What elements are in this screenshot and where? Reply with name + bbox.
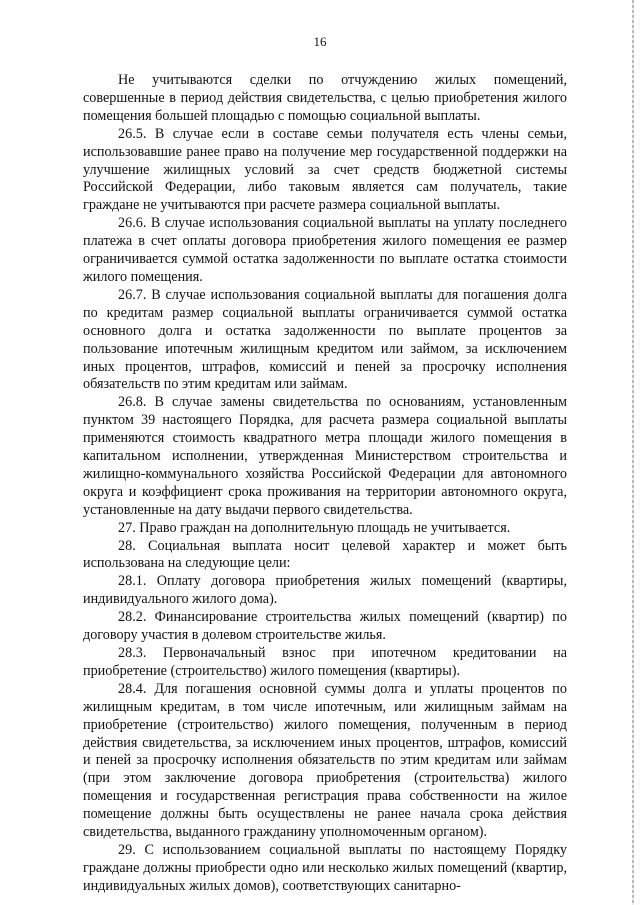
- paragraph-intro: Не учитываются сделки по отчуждению жилых помещений, совершенные в период действия свидетельства, с целью приобретения жилого помещения большей площадью с помощью социальной выплаты.: [83, 72, 567, 124]
- paragraph-26-8: 26.8. В случае замены свидетельства по основаниям, установленным пунктом 39 настоящего Порядка, для расчета размера социальной выплаты применяются стоимость квадратного метра площади жилого помещения в капитальном исполнении, утвержденная Министерством строительства и жилищно-коммунального хозяйства Российской Федерации для автономного округа и коэффициент срока проживания на территории автономного округа, установленные на дату выдачи первого свидетельства.: [83, 394, 567, 518]
- paragraph-27: 27. Право граждан на дополнительную площадь не учитывается.: [118, 519, 511, 536]
- paragraph-29: 29. С использованием социальной выплаты по настоящему Порядку граждане должны приобрести одно или несколько жилых помещений (квартир, индивидуальных жилых домов), соответствующих санитарно-: [83, 841, 567, 894]
- paragraph-28-4: 28.4. Для погашения основной суммы долга и уплаты процентов по жилищным кредитам, в том числе ипотечным, или жилищным займам на приобретение (строительство) жилого помещения, полученным в период действия свидетельства, за исключением иных процентов, штрафов, комиссий и пеней за просрочку исполнения обязательств по этим кредитам или займам (при этом заключение договора приобретения (строительства) жилого помещения и государственная регистрация права собственности на жилое помещение должны быть осуществлены не ранее начала срока действия свидетельства, выданного гражданину уполномоченным органом).: [83, 680, 567, 841]
- paragraph-28-3: 28.3. Первоначальный взнос при ипотечном кредитовании на приобретение (строительство) жилого помещения (квартиры).: [83, 645, 567, 679]
- paragraph-28: 28. Социальная выплата носит целевой характер и может быть использована на следующие цели:: [83, 537, 567, 572]
- paragraph-28-1: 28.1. Оплату договора приобретения жилых помещений (квартиры, индивидуального жилого дома).: [83, 573, 567, 608]
- document-body: [83, 72, 567, 896]
- page-number: 16: [313, 34, 327, 49]
- paragraph-26-6: 26.6. В случае использования социальной выплаты на уплату последнего платежа в счет оплаты договора приобретения жилого помещения ее размер ограничивается суммой остатка задолженности по выплате остатка стоимости жилого помещения.: [83, 215, 567, 285]
- paragraph-26-5: 26.5. В случае если в составе семьи получателя есть члены семьи, использовавшие ранее право на получение мер государственной поддержки на улучшение жилищных условий за счет средств бюджетной системы Российской Федерации, либо таковым является сам получатель, такие граждане не учитываются при расчете размера социальной выплаты.: [83, 125, 567, 214]
- paragraph-26-7: 26.7. В случае использования социальной выплаты для погашения долга по кредитам размер социальной выплаты ограничивается суммой остатка основного долга и остатка задолженности по выплате процентов за пользование ипотечным жилищным кредитом или займом, за исключением иных процентов, штрафов, комиссий и пеней за просрочку исполнения обязательств по этим кредитам или займам.: [83, 286, 567, 393]
- paragraph-28-2: 28.2. Финансирование строительства жилых помещений (квартир) по договору участия в долевом строительстве жилья.: [83, 609, 567, 644]
- scan-edge: [632, 0, 634, 905]
